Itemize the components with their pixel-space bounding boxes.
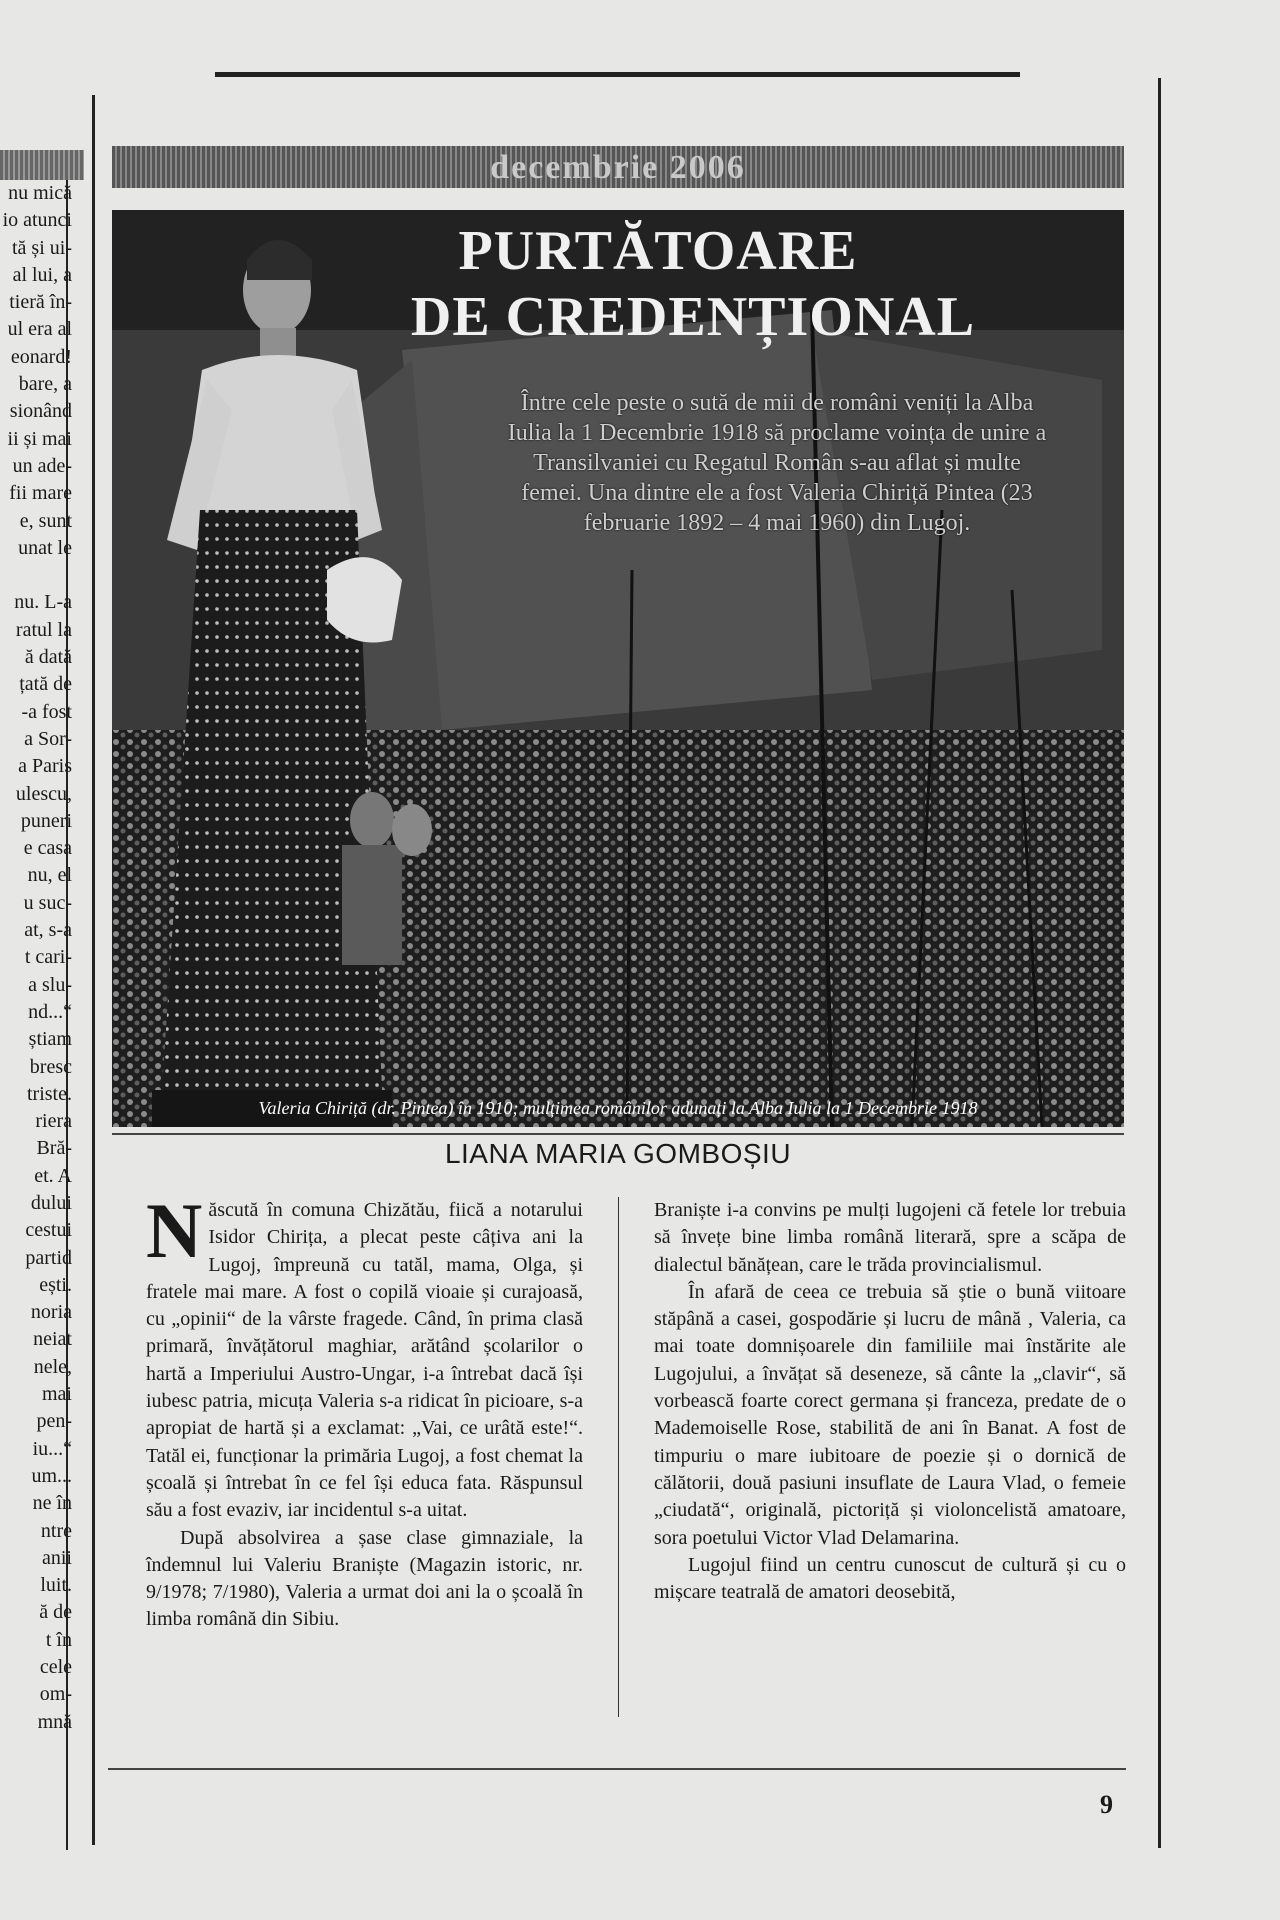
left-column-line: eonard! (10, 345, 72, 368)
left-column-line: om- (39, 1683, 72, 1706)
left-column-line: Bră- (36, 1137, 72, 1160)
left-column-line: ă dată (24, 646, 72, 669)
left-column-line: fii mare (9, 482, 72, 505)
column-divider (618, 1197, 619, 1717)
left-top-band (0, 150, 84, 180)
left-column-line: ne în (32, 1492, 72, 1515)
left-column-line: nu mică (8, 182, 72, 204)
left-column-line: puneri (20, 809, 72, 832)
left-column-line: ă de (39, 1601, 72, 1624)
left-column-line: a Paris (18, 755, 72, 778)
left-column-line: partid (25, 1246, 72, 1269)
left-column-line: unat le (18, 536, 72, 559)
left-column-line: noria (30, 1301, 72, 1324)
left-column-line: a slu- (28, 973, 72, 996)
article-column-2 (654, 1197, 1126, 1606)
left-column-line: -a fost (21, 700, 72, 723)
left-column-line: ii și mai (7, 427, 72, 450)
paragraph: După absolvirea a șase clase gimnaziale, la îndemnul lui Valeriu Braniște (Magazin istoric, nr. 9/1978; 7/1980), Valeria a urmat doi ani la o școală în limba română din Sibiu. (146, 1526, 583, 1631)
left-column-line: cestui (25, 1219, 72, 1242)
left-column-line: țată de (19, 673, 72, 696)
byline: LIANA MARIA GOMBOȘIU (444, 1138, 792, 1169)
bottom-rule (108, 1768, 1126, 1770)
left-column-line: nu, el (27, 864, 72, 887)
article-photo (112, 210, 1124, 1127)
paragraph (146, 1187, 583, 1525)
left-column-line: al lui, a (12, 263, 72, 286)
headline-line-1: PURTĂTOARE (458, 220, 858, 282)
byline-rule (112, 1133, 1124, 1135)
article-column-1 (146, 1187, 583, 1634)
left-column-line: cele (39, 1656, 72, 1679)
top-rule (215, 72, 1020, 77)
paragraph: Braniște i-a convins pe mulți lugojeni că fetele lor trebuia să învețe bine limba română literară, spre a scăpa de dialectul bănățean, care le trăda provincialismul. (654, 1199, 1126, 1276)
left-margin-rule (92, 95, 95, 1845)
photo-caption: Valeria Chiriță (dr. Pintea) în 1910; mulțimea românilor adunați la Alba Iulia la 1 Decembrie 1918 (258, 1098, 978, 1118)
left-column-line: ulescu, (15, 782, 72, 805)
paragraph-text: ăscută în comuna Chizătău, fiică a notarului Isidor Chirița, a plecat peste câțiva ani la Lugoj, împreună cu tatăl, mama, Olga, și fratele mai mare. A fost o copilă vioaie și curajoasă, cu „opinii“ de la vârste fragede. Când, în prima clasă primară, învățătorul maghiar, arătând școlarilor o hartă a Imperiului Austro-Ungar, i-a întrebat dacă își iubesc patria, micuța Valeria s-a ridicat în picioare, s-a apropiat de hartă și a exclamat: „Vai, ce urâtă este!“. Tatăl ei, funcționar la primăria Lugoj, a fost chemat la școală și întrebat în ce fel își educa fata. Răspunsul său a fost evaziv, iar incidentul s-a uitat. (146, 1199, 583, 1522)
left-column-line: sionând (9, 400, 72, 423)
left-column-line: ești. (39, 1273, 72, 1296)
left-column-line: un ade- (12, 454, 72, 477)
left-column-line: tă și ui- (12, 236, 72, 259)
drop-cap: N (146, 1187, 203, 1274)
left-column-line: nd...“ (28, 1000, 72, 1023)
left-column-line: mnă (37, 1710, 72, 1733)
left-column-line: e, sunt (19, 509, 72, 532)
left-column-line: triste. (27, 1082, 72, 1105)
left-column-line: nele, (33, 1355, 72, 1378)
paragraph: În afară de ceea ce trebuia să știe o bună viitoare stăpână a casei, gospodărie și lucru de mână , Valeria, ca mai toate domnișoarele din familiile mai înstărite ale Lugojului, a învățat să deseneze, să cânte la „clavir“, să vorbească foarte corect germana și franceza, predate de o Mademoiselle Rose, stabilită de ani în Banat. A fost de timpuriu o mare iubitoare de poezie și o dornică de călătorii, două pasiuni insuflate de Laura Vlad, o femeie „ciudată“, originală, pictoriță și violoncelistă amatoare, sora poetului Victor Vlad Delamarina. (654, 1280, 1126, 1549)
left-column-line: iu...“ (32, 1437, 72, 1460)
paragraph: Lugojul fiind un centru cunoscut de cultură și cu o mișcare teatrală de amatori deosebită, (654, 1553, 1126, 1604)
left-column-line: et. A (34, 1164, 72, 1187)
left-column-line: ratul la (15, 618, 72, 641)
left-column-line: nu. L-a (14, 591, 72, 614)
right-margin-rule (1158, 78, 1161, 1848)
article-headline (112, 218, 1124, 350)
article-lede: Între cele peste o sută de mii de români veniți la Alba Iulia la 1 Decembrie 1918 să proclame voința de unire a Transilvaniei cu Regatul Român s-au aflat și multe femei. Una dintre ele a fost Valeria Chiriță Pintea (23 februarie 1892 – 4 mai 1960) din Lugoj. (507, 390, 1047, 536)
left-column-line: mai (42, 1383, 72, 1406)
left-column-line: at, s-a (24, 919, 72, 942)
left-column-line: um... (31, 1464, 72, 1487)
left-column-line: tieră în- (9, 291, 72, 314)
headline-line-2: DE CREDENȚIONAL (410, 286, 976, 348)
page-number: 9 (1100, 1790, 1113, 1819)
left-column-line: u suc- (23, 891, 72, 914)
left-column-line: bare, a (18, 373, 72, 396)
left-column-line: t cari- (24, 946, 72, 969)
issue-date: decembrie 2006 (490, 149, 746, 186)
left-column-line: neiat (33, 1328, 72, 1351)
left-column-line: ntre (40, 1519, 72, 1542)
issue-header-band (112, 146, 1124, 188)
left-column-line: io atunci (2, 209, 72, 232)
left-column-line: știam (28, 1028, 72, 1051)
left-column-line: dului (30, 1191, 72, 1214)
previous-article-column (0, 180, 72, 1736)
left-column-line: e casa (23, 837, 72, 860)
left-column-line: riera (35, 1110, 72, 1133)
left-column-line: bresc (29, 1055, 72, 1078)
left-column-line: ul era al (7, 318, 72, 341)
left-column-line: t în (45, 1628, 72, 1651)
left-column-line (0, 562, 72, 589)
left-column-line: a Sor- (24, 727, 72, 750)
left-column-line: luit. (40, 1574, 72, 1597)
left-column-line: pen- (36, 1410, 72, 1433)
left-column-line: anii (42, 1546, 72, 1569)
